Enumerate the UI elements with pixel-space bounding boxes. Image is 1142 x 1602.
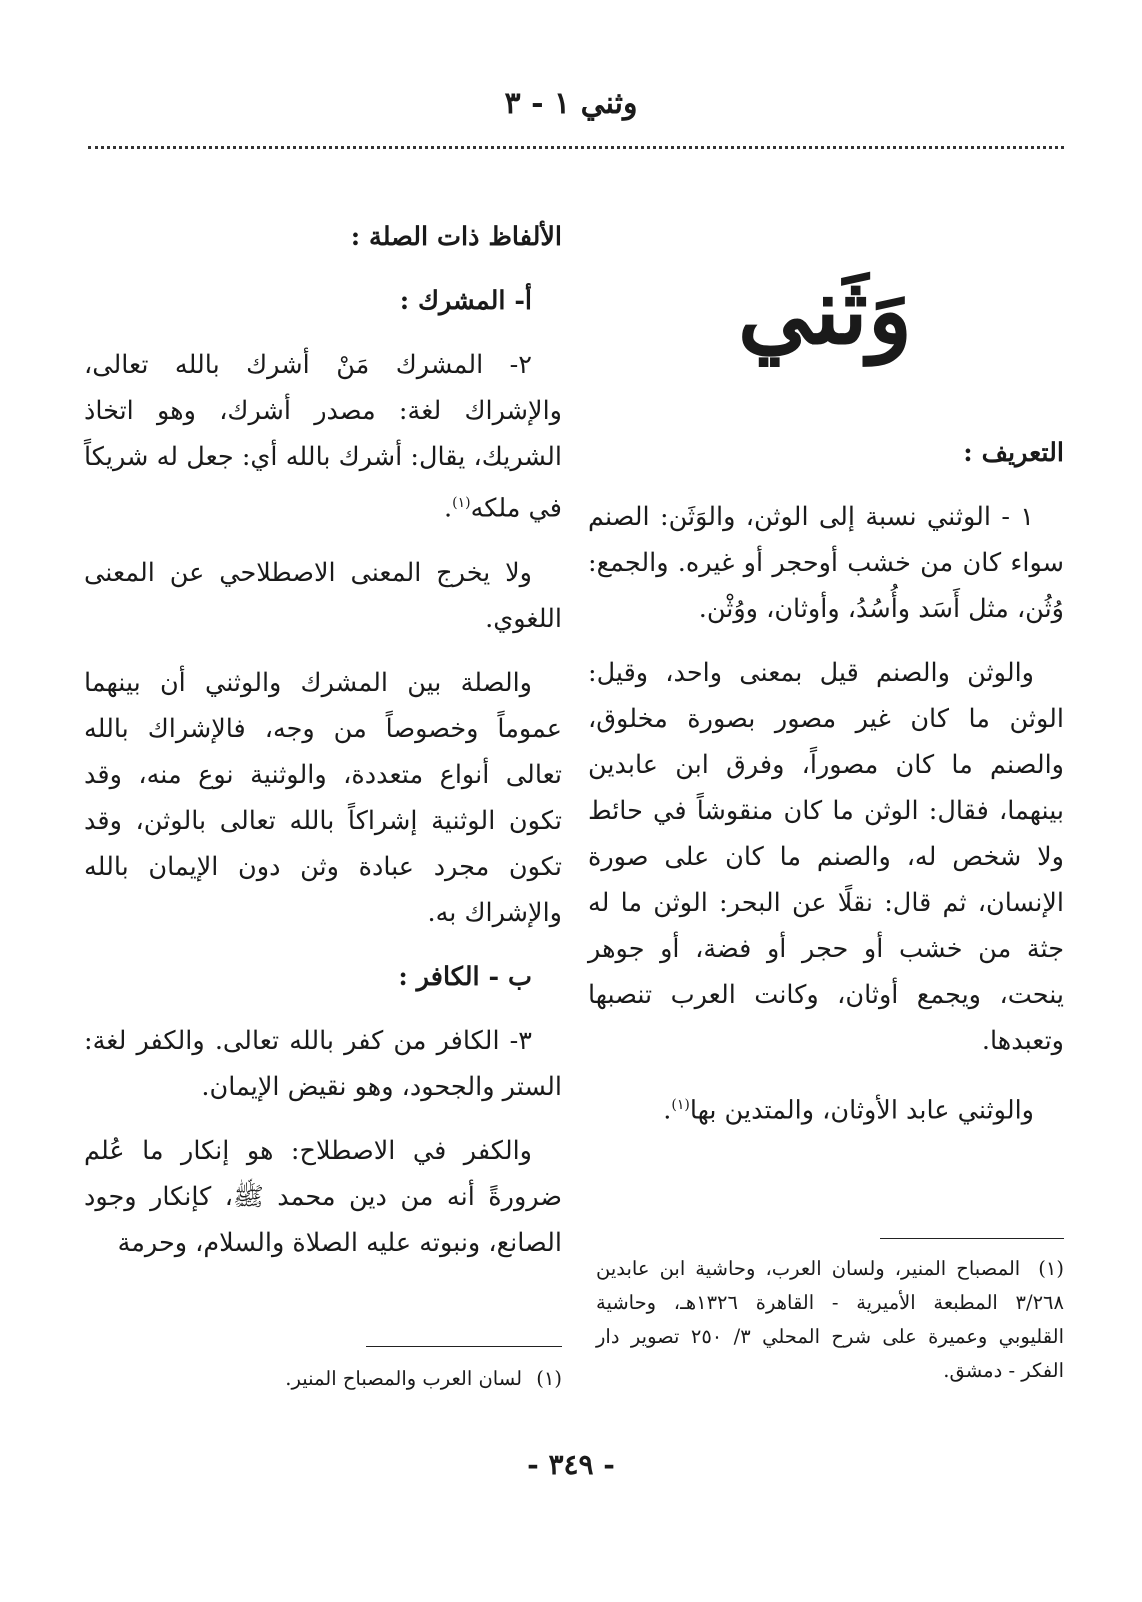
running-header: وثني ١ - ٣: [504, 86, 638, 121]
kafir-paragraph-2: والكفر في الاصطلاح: هو إنكار ما عُلم ضرورةً أنه من دين محمد ﷺ، كإنكار وجود الصانع، ونبوته عليه الصلاة والسلام، وحرمة: [84, 1135, 562, 1258]
footnote-number: (١): [1038, 1257, 1064, 1280]
kafir-paragraph-1: ٣- الكافر من كفر بالله تعالى. والكفر لغة: الستر والجحود، وهو نقيض الإيمان.: [84, 1025, 562, 1102]
footnote-right: [596, 1252, 1064, 1388]
definition-paragraph-3-end: .: [663, 1095, 672, 1126]
header-dotted-rule: [88, 146, 1064, 149]
definition-paragraph-1: ١ - الوثني نسبة إلى الوثن، والوَثَن: الصنم سواء كان من خشب أوحجر أو غيره. والجمع: وُثُن، مثل أَسَد وأُسُدُ، وأوثان، ووُثْن.: [588, 502, 1064, 624]
mushrik-paragraph-3: والصلة بين المشرك والوثني أن بينهما عموماً وخصوصاً من وجه، فالإشراك بالله تعالى أنواع متعددة، والوثنية نوع منه، وقد تكون الوثنية إشراكاً بالله تعالى بالوثن، وقد تكون مجرد عبادة وثن دون الإيمان بالله والإشراك به.: [84, 667, 562, 928]
mushrik-paragraph-1-text: ٢- المشرك مَنْ أشرك بالله تعالى، والإشراك لغة: مصدر أشرك، وهو اتخاذ الشريك، يقال: أشرك بالله أي: جعل له شريكاً في ملكه: [84, 350, 562, 524]
mushrik-paragraph-2: ولا يخرج المعنى الاصطلاحي عن المعنى اللغوي.: [84, 557, 562, 634]
mushrik-paragraph-1: [84, 342, 562, 532]
footnote-rule-left: [366, 1346, 562, 1347]
definition-paragraph-3: [588, 1082, 1064, 1134]
mushrik-paragraph-1-end: .: [444, 493, 453, 524]
footnote-ref: (١): [452, 495, 471, 511]
entry-title: وَثَني: [737, 257, 913, 365]
left-column: [84, 214, 562, 1284]
subheading-mushrik: أ- المشرك :: [399, 286, 532, 316]
footnote-ref: (١): [671, 1097, 690, 1113]
right-column: [588, 430, 1064, 1152]
page-number: - ٣٤٩ -: [527, 1448, 615, 1481]
footnote-text: المصباح المنير، ولسان العرب، وحاشية ابن عابدين ٣/٢٦٨ المطبعة الأميرية - القاهرة ١٣٢٦هـ، وحاشية القليوبي وعميرة على شرح المحلي ٣/ ٢٥٠ تصوير دار الفكر - دمشق.: [596, 1257, 1064, 1382]
definition-heading: التعريف :: [963, 438, 1064, 468]
definition-paragraph-3-text: والوثني عابد الأوثان، والمتدين بها: [689, 1095, 1034, 1126]
footnote-left: [84, 1362, 562, 1396]
subheading-kafir: ب - الكافر :: [398, 961, 532, 992]
footnote-number: (١): [536, 1367, 562, 1390]
related-terms-heading: الألفاظ ذات الصلة :: [350, 222, 562, 252]
footnote-text: لسان العرب والمصباح المنير.: [285, 1367, 523, 1390]
definition-paragraph-2: والوثن والصنم قيل بمعنى واحد، وقيل: الوثن ما كان غير مصور بصورة مخلوق، والصنم ما كان مصوراً، وفرق ابن عابدين بينهما، فقال: الوثن ما كان منقوشاً في حائط ولا شخص له، والصنم ما كان على صورة الإنسان، ثم قال: نقلًا عن البحر: الوثن ما له جثة من خشب أو حجر أو فضة، أو جوهر ينحت، ويجمع أوثان، وكانت العرب تنصبها وتعبدها.: [588, 658, 1064, 1056]
footnote-rule-right: [880, 1238, 1064, 1239]
